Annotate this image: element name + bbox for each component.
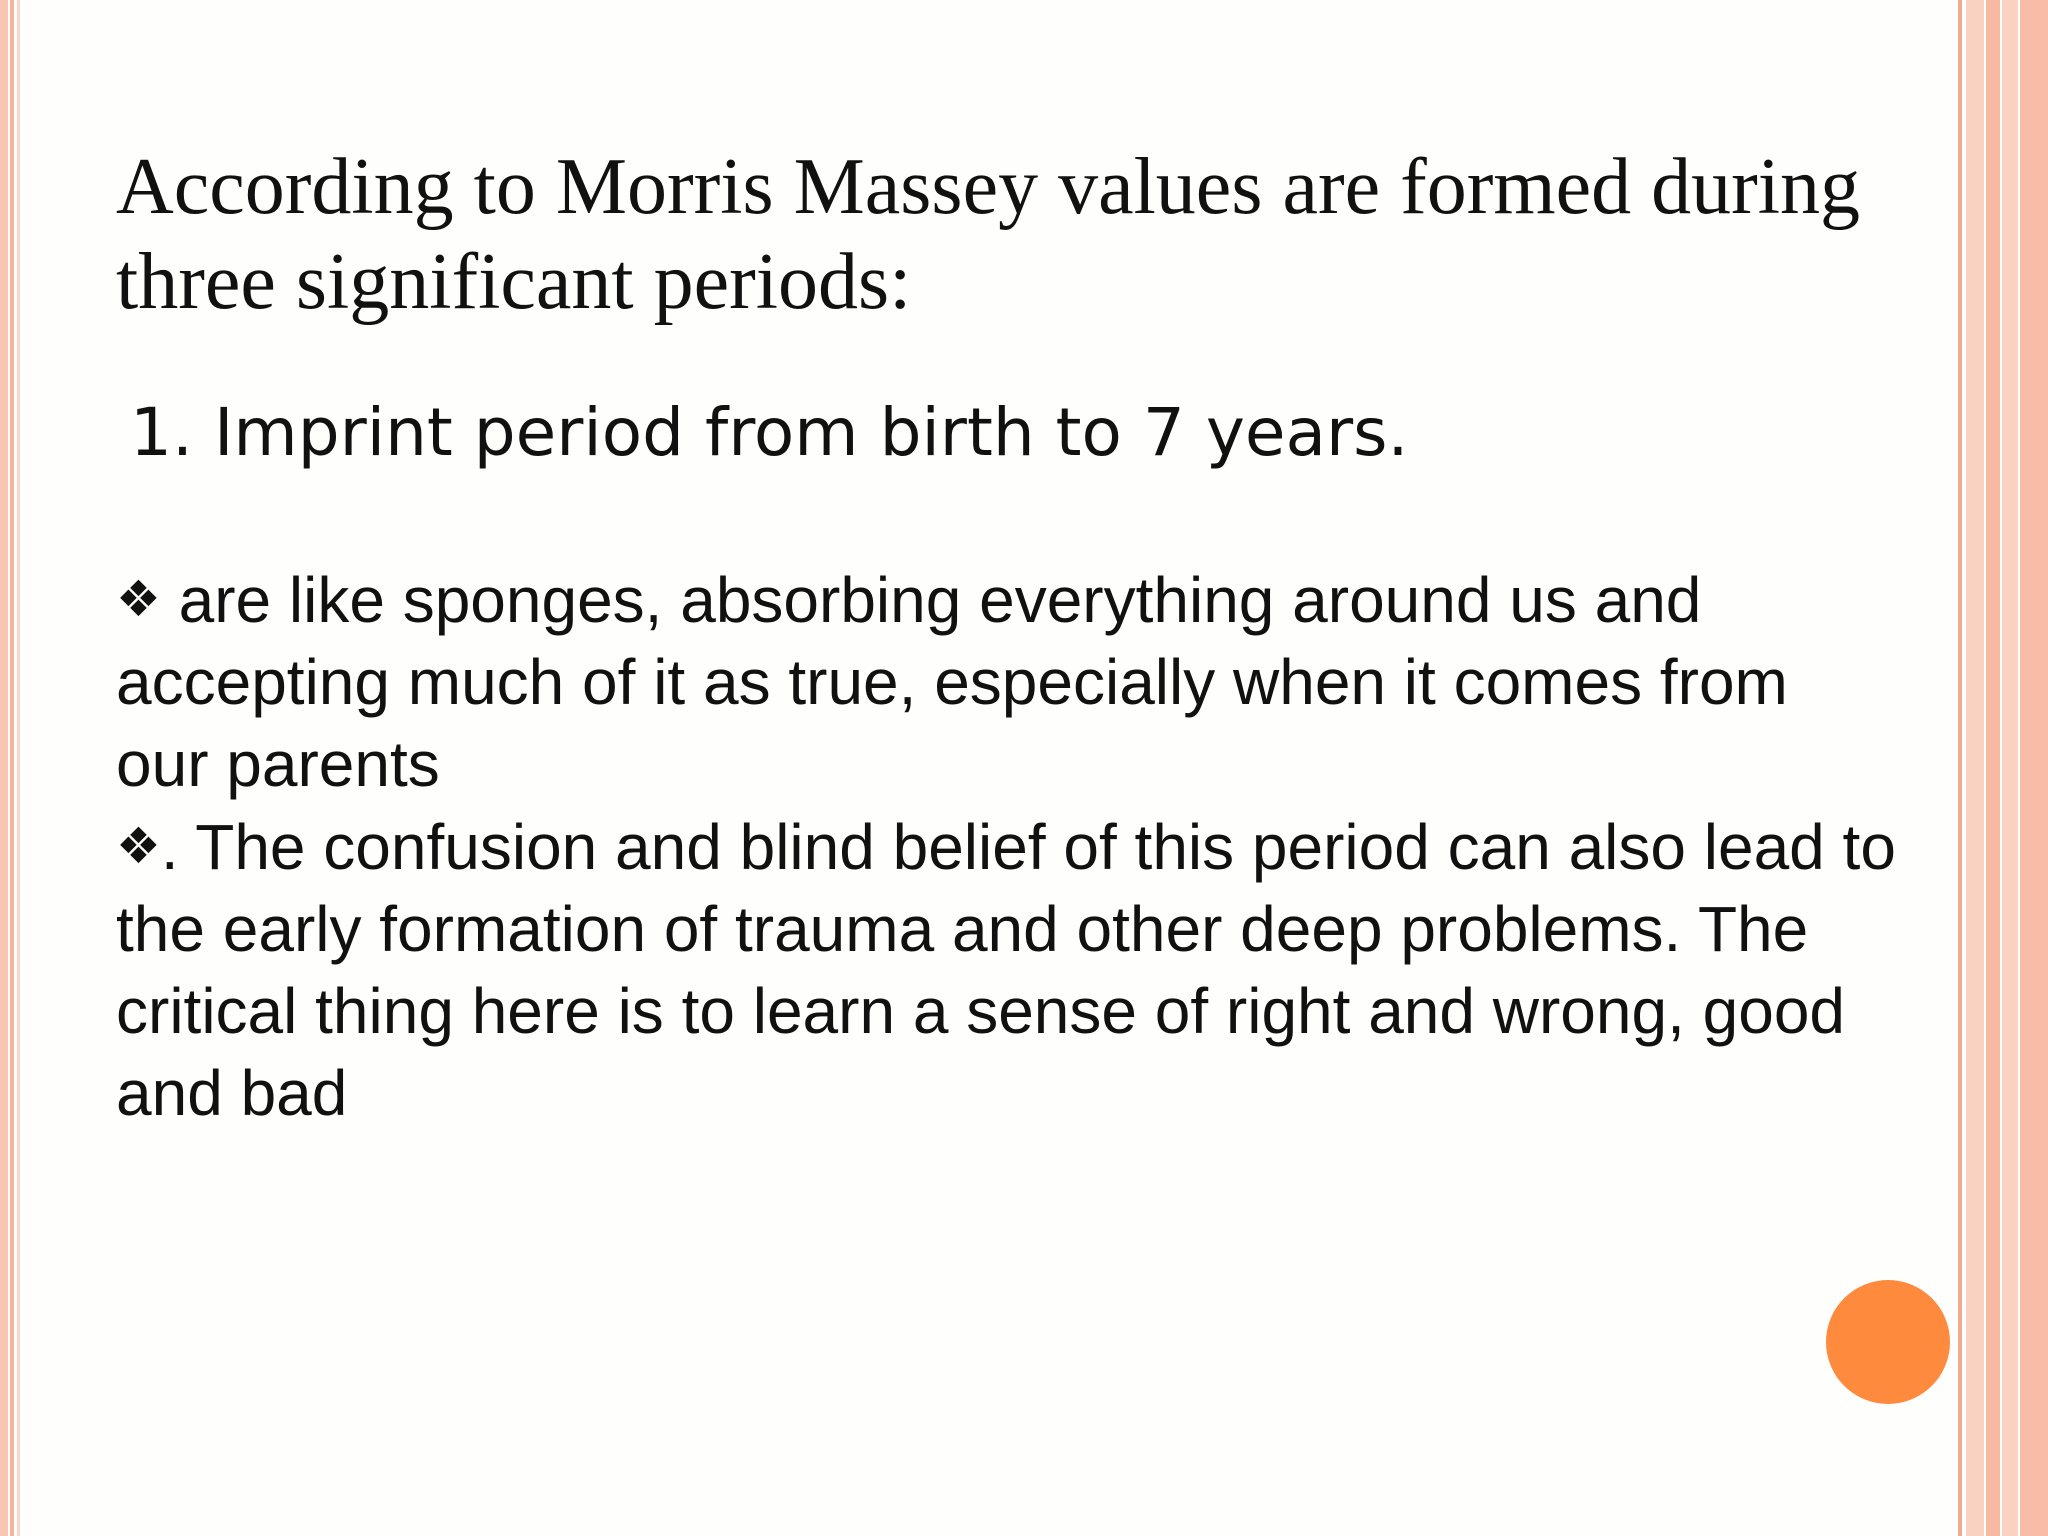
right-border-stripe bbox=[2002, 0, 2018, 1536]
left-border-stripe bbox=[10, 0, 14, 1536]
diamond-bullet-icon: ❖ bbox=[116, 818, 161, 874]
period-number: 1. bbox=[130, 394, 193, 471]
right-border-stripe bbox=[1966, 0, 1984, 1536]
period-item bbox=[130, 388, 1408, 478]
orange-circle-decoration bbox=[1826, 1280, 1950, 1404]
bullet-text: are like sponges, absorbing everything around us and accepting much of it as true, especially when it comes from our parents bbox=[116, 564, 1788, 800]
bullet-item bbox=[116, 558, 1896, 805]
diamond-bullet-icon: ❖ bbox=[116, 571, 161, 627]
right-border-stripe bbox=[2020, 0, 2048, 1536]
bullet-text: . The confusion and blind belief of this period can also lead to the early formation of trauma and other deep problems. The critical thing here is to learn a sense of right and wrong, good and bad bbox=[116, 811, 1896, 1129]
left-border-stripe bbox=[17, 0, 20, 1536]
bullet-list bbox=[116, 558, 1896, 1134]
bullet-item bbox=[116, 805, 1896, 1134]
right-border-stripe bbox=[1986, 0, 2000, 1536]
period-text: Imprint period from birth to 7 years. bbox=[213, 394, 1409, 471]
slide-heading: According to Morris Massey values are formed during three significant periods: bbox=[116, 143, 1860, 326]
right-border-stripe bbox=[1958, 0, 1962, 1536]
left-border-stripe bbox=[0, 0, 8, 1536]
